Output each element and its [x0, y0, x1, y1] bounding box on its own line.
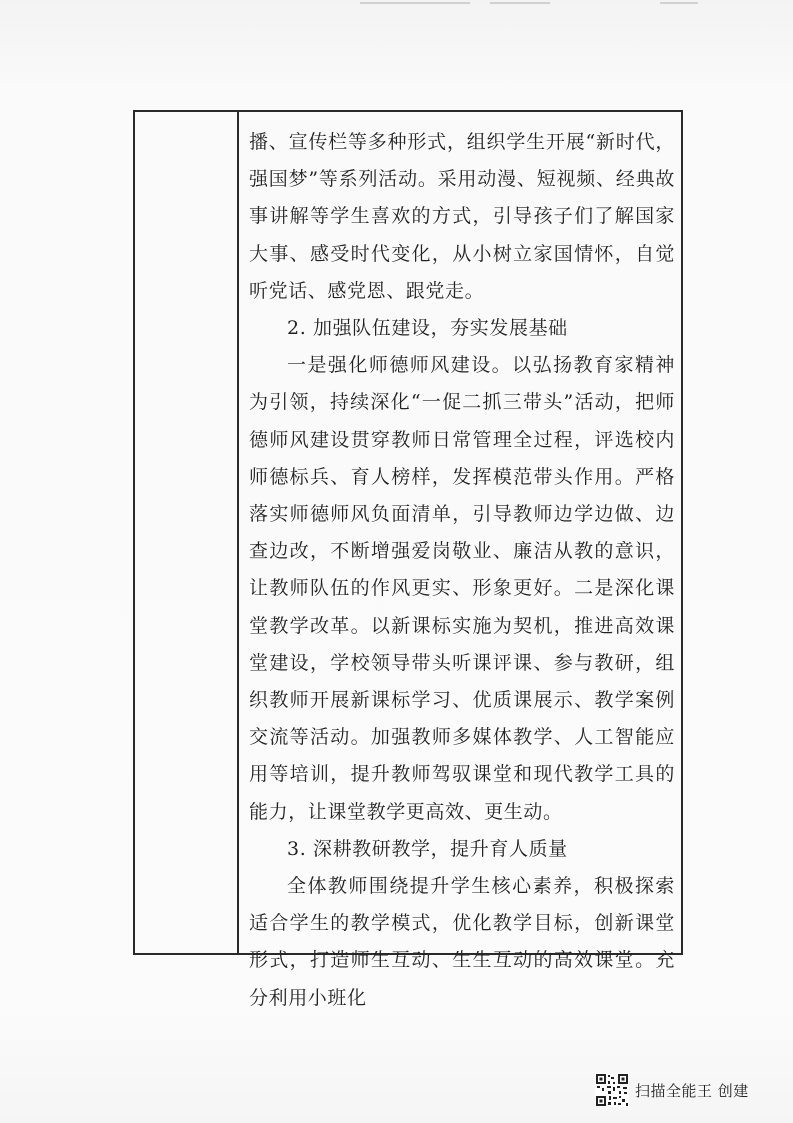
scanner-label: 扫描全能王 创建: [635, 1081, 749, 1100]
document-body: [249, 112, 675, 1017]
section-heading-2: 2. 加强队伍建设，夯实发展基础: [287, 317, 568, 340]
scanner-watermark: [595, 1072, 749, 1108]
qr-code-icon: [595, 1073, 629, 1107]
table-content-cell: [249, 112, 675, 1009]
paragraph-continued: 播、宣传栏等多种形式，组织学生开展“新时代，强国梦”等系列活动。采用动漫、短视频、经典故事讲解等学生喜欢的方式，引导孩子们了解国家大事、感受时代变化，从小树立家国情怀，自觉听党话、感党恩、跟党走。: [249, 131, 675, 302]
form-table: [133, 110, 683, 1009]
paragraph-teaching-research: 全体教师围绕提升学生核心素养，积极探索适合学生的教学模式，优化教学目标，创新课堂形式，打造师生互动、生生互动的高效课堂。充分利用小班化: [249, 875, 675, 1009]
paragraph-team-building: 一是强化师德师风建设。以弘扬教育家精神为引领，持续深化“一促二抓三带头”活动，把师德师风建设贯穿教师日常管理全过程，评选校内师德标兵、育人榜样，发挥模范带头作用。严格落实师德师风负面清单，引导教师边学边做、边查边改，不断增强爱岗敬业、廉洁从教的意识，让教师队伍的作风更实、形象更好。二是深化课堂教学改革。以新课标实施为契机，推进高效课堂建设，学校领导带头听课评课、参与教研，组织教师开展新课标学习、优质课展示、教学案例交流等活动。加强教师多媒体教学、人工智能应用等培训，提升教师驾驭课堂和现代教学工具的能力，让课堂教学更高效、更生动。: [249, 354, 675, 823]
page-top-edge: [360, 0, 780, 8]
table-label-column: [135, 112, 239, 953]
section-heading-3: 3. 深耕教研教学，提升育人质量: [287, 837, 568, 860]
